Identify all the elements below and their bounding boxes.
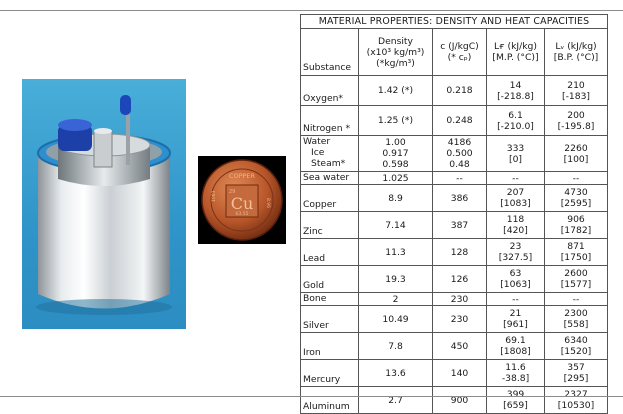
- substance-subname: Ice: [311, 147, 325, 158]
- bp-value: [1520]: [560, 346, 592, 357]
- header-density-line3: (*kg/m³): [376, 57, 415, 69]
- lv-value: 871: [567, 241, 585, 252]
- mp-value: [-218.8]: [497, 90, 534, 102]
- lv-value: 357: [567, 362, 585, 373]
- bp-value: [100]: [563, 153, 589, 165]
- lf-cell: [487, 266, 545, 293]
- table-row: [301, 172, 608, 185]
- substance-name: Water: [303, 136, 331, 147]
- bp-value: [1750]: [560, 252, 592, 263]
- table-row: [301, 106, 608, 136]
- mp-value: [420]: [503, 225, 528, 236]
- density-value: 19.3: [359, 266, 433, 293]
- substance-name: Bone: [301, 293, 359, 306]
- density-value: 2.7: [359, 387, 433, 414]
- lf-cell: [487, 185, 545, 212]
- table-row: [301, 293, 608, 306]
- density-value: 13.6: [359, 360, 433, 387]
- table-row: [301, 212, 608, 239]
- density-value: 1.42 (*): [359, 76, 433, 106]
- mp-value: [1063]: [500, 279, 531, 290]
- header-density-line2: (x10³ kg/m³): [366, 46, 425, 58]
- density-value: 0.598: [382, 159, 409, 170]
- bp-value: [2595]: [560, 198, 592, 209]
- material-properties-table-wrap: [300, 14, 607, 414]
- c-value: 450: [433, 333, 487, 360]
- table-row: [301, 239, 608, 266]
- header-latent-vaporization: [545, 29, 608, 76]
- lf-cell: [487, 136, 545, 172]
- lv-cell: [545, 239, 608, 266]
- lf-cell: [487, 239, 545, 266]
- substance-name: Silver: [301, 306, 359, 333]
- table-row: [301, 185, 608, 212]
- lf-value: 207: [506, 187, 525, 198]
- lf-cell: [487, 333, 545, 360]
- mp-value: [327.5]: [498, 252, 533, 263]
- lf-value: 63: [509, 268, 522, 279]
- lf-value: 6.1: [508, 109, 523, 121]
- lv-value: 2600: [564, 268, 588, 279]
- material-properties-table: [300, 14, 608, 414]
- table-row: [301, 387, 608, 414]
- mp-value: [1808]: [500, 346, 531, 357]
- substance-name: Oxygen*: [301, 76, 359, 106]
- table-row: [301, 360, 608, 387]
- lv-value: 2260: [564, 142, 588, 154]
- bp-value: [-183]: [561, 90, 591, 102]
- lv-value: 200: [567, 109, 585, 121]
- lf-value: 333: [506, 142, 525, 154]
- bp-value: [10530]: [557, 400, 595, 411]
- density-cell: [359, 136, 433, 172]
- c-value: 140: [433, 360, 487, 387]
- lv-cell: [545, 106, 608, 136]
- header-heat-capacity: [433, 29, 487, 76]
- header-substance: Substance: [301, 29, 359, 76]
- header-lf-line1: Lғ (kJ/kg): [494, 41, 537, 52]
- calorimeter-illustration: [22, 79, 186, 329]
- bottom-rule: [0, 396, 623, 397]
- coin-atomic-number: 29: [229, 189, 236, 195]
- mp-value: -38.8]: [501, 373, 530, 384]
- lf-value: 23: [509, 241, 522, 252]
- lv-cell: [545, 360, 608, 387]
- bp-value: [558]: [563, 319, 589, 330]
- lf-value: 118: [506, 214, 525, 225]
- density-value: 1.025: [359, 172, 433, 185]
- density-value: 1.25 (*): [359, 106, 433, 136]
- density-value: 10.49: [359, 306, 433, 333]
- lf-cell: [487, 106, 545, 136]
- substance-name: Gold: [301, 266, 359, 293]
- lf-value: 11.6: [505, 362, 526, 373]
- c-value: 0.500: [446, 148, 473, 159]
- bp-value: [1577]: [560, 279, 592, 290]
- table-header-row: [301, 29, 608, 76]
- substance-name: Iron: [301, 333, 359, 360]
- table-row: [301, 333, 608, 360]
- header-lv-line1: Lᵥ (kJ/kg): [555, 41, 597, 52]
- header-c-line1: c (J/kgC): [440, 41, 479, 52]
- c-cell: [433, 136, 487, 172]
- coin-top-text: COPPER: [228, 172, 256, 180]
- lv-cell: [545, 333, 608, 360]
- coin-right-text: 8.96: [265, 198, 270, 209]
- bp-value: [1782]: [560, 225, 592, 236]
- lv-value: 6340: [564, 335, 588, 346]
- lf-value: --: [487, 172, 545, 185]
- lv-cell: [545, 266, 608, 293]
- c-value: 126: [433, 266, 487, 293]
- c-value: 0.248: [433, 106, 487, 136]
- mp-value: [-210.0]: [497, 120, 534, 132]
- lv-cell: [545, 306, 608, 333]
- bp-value: [295]: [563, 373, 589, 384]
- c-value: 4186: [447, 137, 472, 148]
- header-lf-line2: [M.P. (°C)]: [492, 52, 539, 63]
- lf-value: 399: [506, 389, 525, 400]
- coin-mass: 63.55: [235, 212, 249, 217]
- top-rule: [0, 10, 623, 11]
- header-density-line1: Density: [378, 35, 413, 47]
- lv-cell: [545, 212, 608, 239]
- lf-value: 21: [509, 308, 522, 319]
- substance-name: Mercury: [301, 360, 359, 387]
- stirrer-knob: [120, 95, 131, 115]
- header-lv-line2: [B.P. (°C)]: [553, 52, 599, 63]
- table-row: [301, 306, 608, 333]
- lv-value: 4730: [564, 187, 588, 198]
- lf-cell: [487, 306, 545, 333]
- c-value: 230: [433, 293, 487, 306]
- lv-cell: [545, 387, 608, 414]
- lv-value: 906: [567, 214, 585, 225]
- c-value: 0.218: [433, 76, 487, 106]
- lv-value: 210: [567, 79, 585, 91]
- mp-value: [659]: [503, 400, 528, 411]
- lf-value: --: [487, 293, 545, 306]
- coin-symbol: Cu: [230, 194, 254, 213]
- copper-coin-photo: [198, 156, 286, 244]
- calorimeter-photo: [22, 79, 186, 329]
- lv-value: 2327: [564, 389, 588, 400]
- c-value: 387: [433, 212, 487, 239]
- mp-value: [0]: [508, 153, 522, 165]
- density-value: 8.9: [359, 185, 433, 212]
- lf-value: 69.1: [505, 335, 526, 346]
- substance-subname: Steam*: [311, 158, 346, 169]
- bp-value: [-195.8]: [557, 120, 595, 132]
- lv-cell: [545, 136, 608, 172]
- substance-name: Zinc: [301, 212, 359, 239]
- mp-value: [1083]: [500, 198, 531, 209]
- lv-cell: [545, 76, 608, 106]
- lf-cell: [487, 76, 545, 106]
- c-value: 128: [433, 239, 487, 266]
- lv-value: --: [545, 293, 608, 306]
- c-value: 386: [433, 185, 487, 212]
- mp-value: [961]: [503, 319, 528, 330]
- table-row: [301, 136, 608, 172]
- density-value: 1.00: [385, 137, 406, 148]
- substance-name: Nitrogen *: [301, 106, 359, 136]
- density-value: 0.917: [382, 148, 409, 159]
- substance-name-cell: [301, 136, 359, 172]
- density-value: 7.8: [359, 333, 433, 360]
- table-row: [301, 266, 608, 293]
- substance-name: Sea water: [301, 172, 359, 185]
- c-value: 230: [433, 306, 487, 333]
- header-c-line2: (* cₚ): [447, 52, 472, 63]
- lf-cell: [487, 387, 545, 414]
- lv-value: 2300: [564, 308, 588, 319]
- header-latent-fusion: [487, 29, 545, 76]
- lf-cell: [487, 360, 545, 387]
- density-value: 11.3: [359, 239, 433, 266]
- c-value: 0.48: [449, 159, 470, 170]
- table-title: MATERIAL PROPERTIES: DENSITY AND HEAT CAPACITIES: [300, 14, 608, 28]
- lv-cell: [545, 185, 608, 212]
- substance-name: Aluminum: [301, 387, 359, 414]
- substance-name: Copper: [301, 185, 359, 212]
- density-value: 7.14: [359, 212, 433, 239]
- density-value: 2: [359, 293, 433, 306]
- lf-value: 14: [509, 79, 522, 91]
- copper-coin: [198, 156, 286, 244]
- c-value: 900: [433, 387, 487, 414]
- header-density: [359, 29, 433, 76]
- table-row: [301, 76, 608, 106]
- c-value: --: [433, 172, 487, 185]
- lv-value: --: [545, 172, 608, 185]
- substance-name: Lead: [301, 239, 359, 266]
- lf-cell: [487, 212, 545, 239]
- coin-left-text: 1083: [212, 190, 217, 202]
